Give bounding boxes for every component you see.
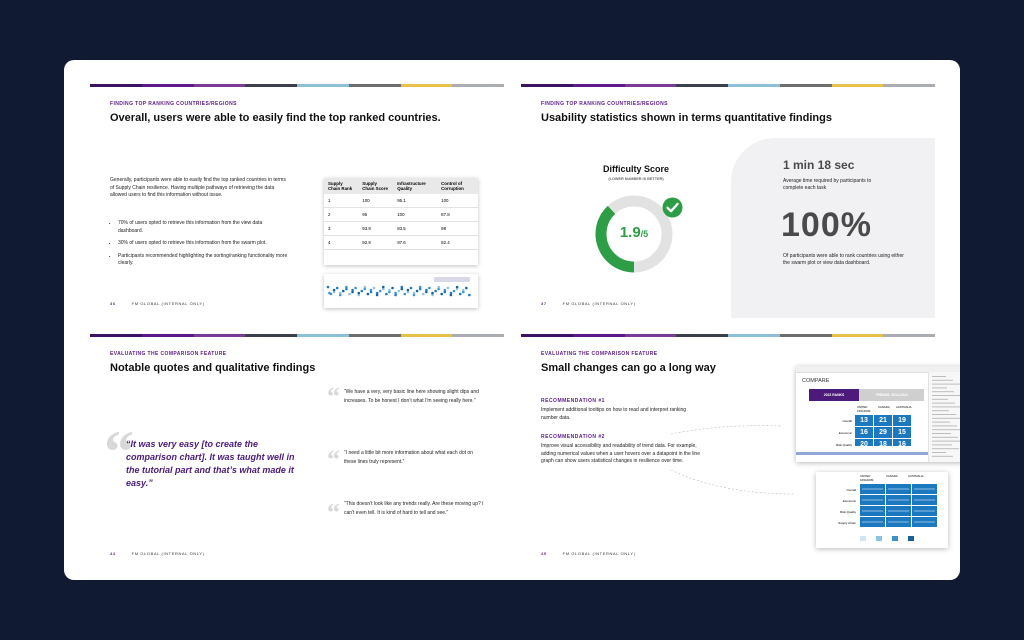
swarm-dot — [434, 290, 437, 293]
table-row — [324, 222, 478, 236]
swarm-dot — [370, 289, 373, 292]
swarm-dot — [348, 293, 351, 296]
table-cell: 2 — [324, 208, 358, 222]
side-panel-line — [932, 441, 960, 442]
swarm-dot — [404, 293, 407, 296]
slide-36 — [90, 84, 504, 310]
trend-row-label: Economic — [842, 499, 856, 503]
swarm-dot — [444, 289, 447, 292]
side-panel-line — [932, 395, 960, 396]
swarm-dot — [388, 289, 391, 292]
row-label: Risk Quality — [835, 443, 852, 447]
side-panel-line — [932, 418, 960, 419]
swarm-dot — [361, 290, 364, 293]
side-panel-line — [932, 384, 960, 385]
swarm-dot — [382, 286, 385, 289]
rank-cell[interactable]: 21 — [874, 415, 892, 426]
recommendation-1-label: RECOMMENDATION #1 — [541, 398, 605, 404]
slide-footer — [541, 301, 636, 306]
country-uk: UNITED KINGDOM — [857, 405, 871, 413]
avg-time-value: 1 min 18 sec — [783, 158, 855, 172]
swarm-dot — [336, 287, 339, 290]
slide-footer — [541, 551, 636, 556]
callout-line — [671, 470, 795, 494]
country-canada: CANADA — [878, 405, 890, 409]
swarm-dot — [373, 287, 376, 290]
table-cell: 3 — [324, 222, 358, 236]
swarm-dot — [379, 290, 382, 293]
stripe-segment — [728, 84, 780, 87]
swarm-dot — [397, 290, 400, 293]
difficulty-subtitle: (LOWER NUMBER IS BETTER) — [608, 177, 664, 181]
percent-desc: Of participants were able to rank countries using either the swarm plot or view data dashboard. — [783, 253, 904, 266]
swarm-dot — [333, 289, 336, 292]
stripe-segment — [245, 334, 297, 337]
slide-eyebrow: EVALUATING THE COMPARISON FEATURE — [110, 351, 227, 357]
stripe-segment — [194, 334, 246, 337]
recommendation-2-label: RECOMMENDATION #2 — [541, 434, 605, 440]
featured-quote: “It was very easy [to create the comparison chart]. It was taught well in the tutorial part and that’s what made it easy.” — [126, 439, 295, 488]
rank-cell[interactable]: 18 — [874, 439, 892, 446]
stripe-segment — [349, 84, 401, 87]
tab-trends[interactable]: TRENDS: 2014-2023 — [859, 389, 924, 401]
finding-item: • 70% of users opted to retrieve this information from the view data dashboard. — [118, 220, 288, 235]
side-panel-line — [932, 444, 952, 445]
rank-cell[interactable]: 19 — [893, 415, 911, 426]
side-panel-line — [932, 414, 956, 415]
stripe-segment — [521, 84, 573, 87]
swarm-dot — [394, 292, 397, 295]
swarm-dot — [385, 293, 388, 296]
trend-grid — [860, 484, 940, 530]
table-header: Control of Corruption — [437, 178, 478, 194]
swarm-dot — [413, 292, 416, 295]
table-cell: 100 — [393, 208, 437, 222]
swarm-dot — [468, 294, 471, 297]
slide-title: Notable quotes and qualitative findings — [110, 362, 316, 374]
table-cell: 92.9 — [358, 236, 393, 250]
side-panel-line — [932, 422, 950, 423]
country-uk: UNITED KINGDOM — [860, 474, 874, 482]
page-number: 36 — [110, 301, 116, 306]
stripe-segment — [297, 334, 349, 337]
stripe-segment — [297, 84, 349, 87]
slide-37 — [521, 84, 935, 310]
table-cell: 97.6 — [393, 236, 437, 250]
stripe-segment — [401, 84, 453, 87]
swarm-dot — [447, 287, 450, 290]
swarm-dot — [410, 287, 413, 290]
stripe-segment — [349, 334, 401, 337]
swarm-dot — [437, 286, 440, 289]
slide-footer — [110, 551, 205, 556]
footer-org: FM GLOBAL (INTERNAL ONLY) — [131, 301, 205, 306]
color-stripe — [90, 84, 504, 87]
stripe-segment — [452, 84, 504, 87]
swarm-dot — [456, 286, 459, 289]
country-australia: AUSTRALIA — [896, 405, 912, 409]
stripe-segment — [142, 84, 194, 87]
slide-footer — [110, 301, 205, 306]
footer-org: FM GLOBAL (INTERNAL ONLY) — [131, 551, 205, 556]
table-cell: 83.5 — [393, 222, 437, 236]
swarm-dot — [376, 292, 379, 295]
stripe-segment — [780, 84, 832, 87]
recommendation-2-text: Improve visual accessibility and readability of trend data. For example, adding numerical values when a user hovers over a datapoint in the line graph can show users statistical changes in resilience over time. — [541, 443, 700, 464]
slide-title: Usability statistics shown in terms quantitative findings — [541, 112, 832, 124]
slide-title: Overall, users were able to easily find the top ranked countries. — [110, 112, 441, 124]
rank-cell[interactable]: 29 — [874, 427, 892, 438]
page-number: 45 — [541, 551, 547, 556]
intro-paragraph: Generally, participants were able to easily find the top ranked countries in terms of Supply Chain resilience. Having multiple pathways of retrieving the data allowed users to find this information without issue. — [110, 177, 286, 198]
slide-eyebrow: FINDING TOP RANKING COUNTRIES/REGIONS — [110, 101, 237, 107]
slide-eyebrow: EVALUATING THE COMPARISON FEATURE — [541, 351, 658, 357]
slide-45 — [521, 334, 935, 560]
slide-eyebrow: FINDING TOP RANKING COUNTRIES/REGIONS — [541, 101, 668, 107]
scrollbar[interactable] — [796, 452, 928, 455]
swarm-dot — [327, 286, 330, 289]
footer-org: FM GLOBAL (INTERNAL ONLY) — [562, 301, 636, 306]
stripe-segment — [625, 84, 677, 87]
side-panel-line — [932, 399, 948, 400]
percent-value: 100% — [781, 206, 872, 244]
trend-legend — [860, 536, 930, 542]
stripe-segment — [452, 334, 504, 337]
color-stripe — [521, 84, 935, 87]
stripe-segment — [194, 84, 246, 87]
swarm-dot — [401, 286, 404, 289]
stripe-segment — [832, 84, 884, 87]
swarm-dot — [364, 286, 367, 289]
swarm-dot — [450, 292, 453, 295]
side-panel-line — [932, 456, 953, 457]
trend-row-label: Supply Chain — [838, 521, 856, 525]
country-canada: CANADA — [886, 474, 898, 478]
report-sheet — [64, 60, 960, 580]
callout-line — [671, 426, 781, 434]
stripe-segment — [90, 84, 142, 87]
table-cell: 4 — [324, 236, 358, 250]
swarm-dot — [351, 289, 354, 292]
country-australia: AUSTRALIA — [908, 474, 924, 478]
user-quote: “We have a very, very basic line here showing slight dips and increases. To be honest I don’t what I'm seeing really here.” — [344, 389, 479, 404]
slide-title: Small changes can go a long way — [541, 362, 716, 374]
score-readout — [594, 224, 674, 242]
quote-mark-icon: “ — [327, 498, 340, 527]
rank-cell[interactable]: 20 — [855, 439, 873, 446]
tab-2023-ranks[interactable]: 2023 RANKS — [809, 389, 859, 401]
side-panel — [928, 372, 960, 462]
swarm-dot — [431, 292, 434, 295]
table-row — [324, 194, 478, 208]
table-row — [324, 208, 478, 222]
swarm-dot — [339, 292, 342, 295]
rank-cell[interactable]: 13 — [855, 415, 873, 426]
recommendation-1-text: Implement additional tooltips on how to read and interpret ranking number data. — [541, 407, 687, 421]
swarm-dot — [354, 287, 357, 290]
compare-dashboard-screenshot — [796, 366, 960, 462]
score-max: /5 — [640, 229, 649, 239]
swarm-dot — [407, 289, 410, 292]
user-quote: “This doesn't look like any trends really. Are these moving up? I can't even tell. It is kind of hard to tell and see.” — [344, 501, 484, 516]
swarm-dot — [459, 293, 462, 296]
stripe-segment — [142, 334, 194, 337]
table-cell: 82.4 — [437, 236, 478, 250]
side-panel-line — [932, 425, 957, 426]
difficulty-title: Difficulty Score — [602, 164, 669, 174]
quote-mark-icon: “ — [327, 382, 340, 411]
table-cell: 100 — [437, 194, 478, 208]
side-panel-line — [932, 410, 949, 411]
swarm-dot — [425, 289, 428, 292]
swarm-plot-image — [324, 274, 478, 308]
side-panel-line — [932, 391, 954, 392]
table-cell: 100 — [358, 194, 393, 208]
swarm-dot — [416, 290, 419, 293]
slide-44 — [90, 334, 504, 560]
side-panel-line — [932, 387, 947, 388]
stripe-segment — [883, 84, 935, 87]
page-number: 44 — [110, 551, 116, 556]
table-cell: 98 — [437, 222, 478, 236]
swarm-dot — [428, 287, 431, 290]
rank-cell[interactable]: 16 — [893, 439, 911, 446]
finding-item: • Participants recommended highlighting the sorting/ranking functionality more clearly. — [118, 253, 288, 268]
trend-row-label: Overall — [846, 488, 856, 492]
swarm-dot — [391, 287, 394, 290]
findings-list — [110, 220, 288, 273]
row-label: Overall — [842, 419, 852, 423]
trend-chart-screenshot — [816, 472, 948, 548]
swarm-dot — [453, 290, 456, 293]
swarm-dot — [345, 286, 348, 289]
swarm-dot — [462, 289, 465, 292]
compare-header: COMPARE — [802, 378, 830, 384]
footer-org: FM GLOBAL (INTERNAL ONLY) — [562, 551, 636, 556]
rank-cell[interactable]: 16 — [855, 427, 873, 438]
ranking-table-card — [324, 178, 478, 265]
side-panel-line — [932, 380, 953, 381]
check-circle-icon — [662, 197, 683, 218]
stripe-segment — [676, 84, 728, 87]
swarm-plot-thumbnail — [324, 274, 478, 308]
rank-cell[interactable]: 15 — [893, 427, 911, 438]
side-panel-line — [932, 429, 960, 430]
swarm-dot — [465, 287, 468, 290]
table-cell: 1 — [324, 194, 358, 208]
stripe-segment — [245, 84, 297, 87]
table-header: Infrastructure Quality — [393, 178, 437, 194]
table-cell: 93.9 — [358, 222, 393, 236]
user-quote: “I need a little bit more information about what each dot on these lines truly represent.” — [344, 450, 473, 465]
side-panel-line — [932, 406, 960, 407]
swarm-dot — [367, 293, 370, 296]
table-cell: 95.1 — [393, 194, 437, 208]
side-panel-line — [932, 452, 946, 453]
score-value: 1.9 — [619, 224, 641, 241]
side-panel-lines — [929, 372, 960, 462]
swarm-dot — [419, 286, 422, 289]
stripe-segment — [573, 84, 625, 87]
table-header: Supply Chain Rank — [324, 178, 358, 194]
table-row — [324, 236, 478, 250]
finding-item: • 30% of users opted to retrieve this information from the swarm plot. — [118, 240, 288, 248]
swarm-legend — [434, 277, 470, 282]
stripe-segment — [90, 334, 142, 337]
swarm-dot — [342, 290, 345, 293]
color-stripe — [90, 334, 504, 337]
quote-mark-icon: “ — [327, 445, 340, 474]
avg-time-desc: Average time required by participants to complete each task — [783, 178, 872, 191]
side-panel-line — [932, 376, 946, 377]
stripe-segment — [401, 334, 453, 337]
side-panel-line — [932, 437, 958, 438]
swarm-dot — [422, 293, 425, 296]
table-cell: 87.8 — [437, 208, 478, 222]
ranking-table — [324, 178, 478, 250]
row-label: Economic — [838, 431, 852, 435]
swarm-dot — [358, 292, 361, 295]
swarm-dot — [440, 293, 443, 296]
side-panel-line — [932, 403, 955, 404]
table-header: Supply Chain Score — [358, 178, 393, 194]
page-number: 37 — [541, 301, 547, 306]
trend-row-label: Risk Quality — [839, 510, 856, 514]
swarm-dot — [328, 292, 331, 295]
side-panel-line — [932, 433, 951, 434]
quote-mark-icon: “ — [104, 419, 134, 485]
table-cell: 95 — [358, 208, 393, 222]
side-panel-line — [932, 448, 959, 449]
